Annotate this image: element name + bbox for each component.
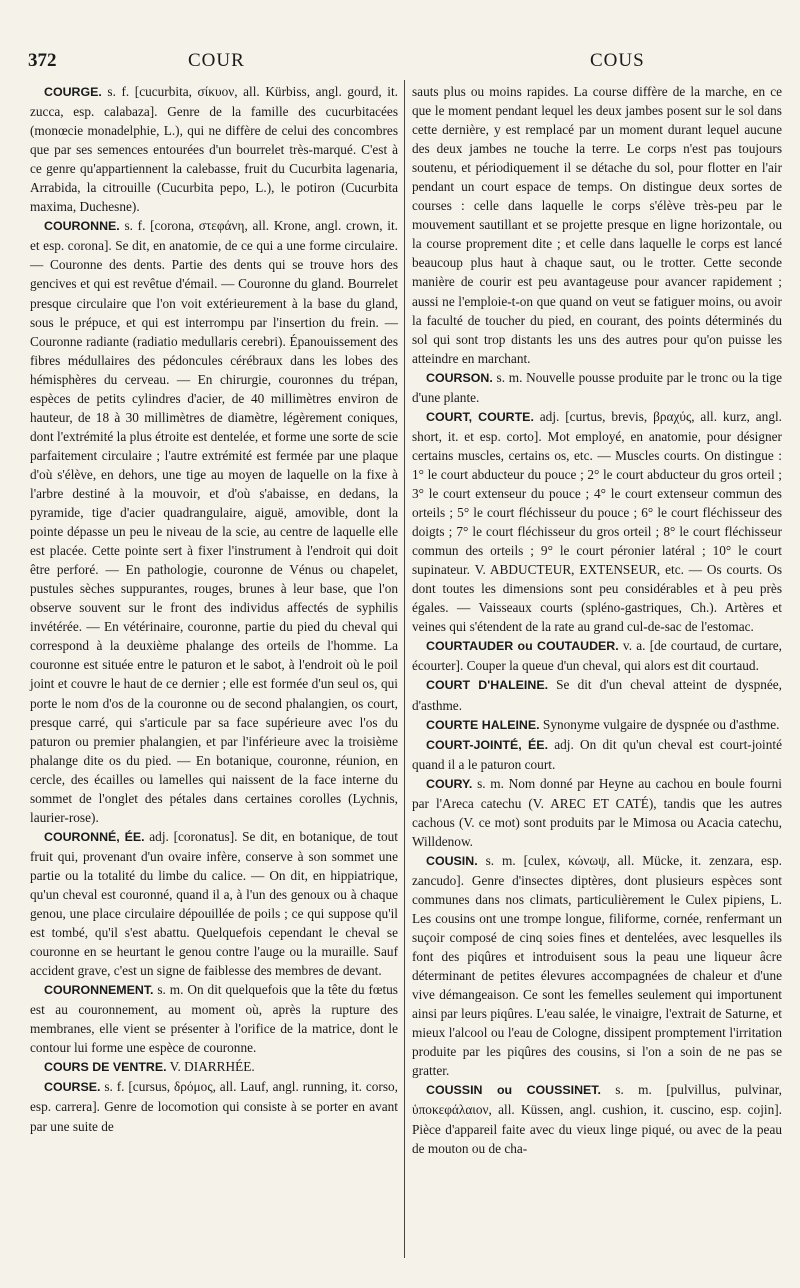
- entry-definition: s. m. [culex, κώνωψ, all. Mücke, it. zenzara, esp. zancudo]. Genre d'insectes diptères, dont plusieurs espèces sont communes dans nos climats, particulièrement le Culex pipiens, L. Les cousins ont une trompe longue, filiforme, cornée, renfermant un suçoir composé de cinq soies fines et dentelées, avec lesquelles ils font des piqûres et introduisent sous la peau une liqueur âcre déterminant de petites élevures accompagnées de chaleur et d'une vive démangeaison. Ce sont les femelles seulement qui importunent ainsi par leurs piqûres. L'eau salée, le vinaigre, l'extrait de Saturne, et mieux l'alcool ou l'eau de Cologne, dissipent promptement l'irritation produite par les piqûres des cousins, si l'on a soin de ne pas se gratter.: [412, 852, 782, 1079]
- running-head-right: COUS: [590, 50, 645, 71]
- entry-definition: Synonyme vulgaire de dyspnée ou d'asthme.: [539, 716, 780, 732]
- dictionary-entry: [412, 636, 782, 675]
- entry-continuation: [412, 82, 782, 368]
- entry-definition: s. m. On dit quelquefois que la tête du fœtus est au couronnement, au moment où, après la rupture des membranes, elle vient se présenter à l'orifice de la matrice, dont le contour lui forme une espèce de couronne.: [30, 982, 398, 1056]
- running-head-left: COUR: [188, 50, 245, 71]
- dictionary-entry: [30, 82, 398, 216]
- left-column: [30, 82, 398, 1136]
- dictionary-entry: [412, 1080, 782, 1157]
- entry-headword: COURONNEMENT.: [44, 983, 154, 998]
- entry-headword: COURT D'HALEINE.: [426, 678, 549, 693]
- dictionary-entry: [30, 1057, 398, 1077]
- entry-headword: COURTAUDER ou COUTAUDER.: [426, 639, 619, 654]
- entry-definition: s. m. Nom donné par Heyne au cachou en boule fourni par l'Areca catechu (V. AREC ET CATÉ), tandis que les autres cachous (V. ce mot) sont produits par le Mimosa ou Acacia catechu, Willdenow.: [412, 775, 782, 849]
- dictionary-entry: [412, 715, 782, 735]
- entry-headword: COURSON.: [426, 370, 493, 385]
- entry-definition: adj. [coronatus]. Se dit, en botanique, de tout fruit qui, provenant d'un ovaire infère, conserve à son sommet une partie ou la totalité du limbe du calice. — On dit, en hippiatrique, qu'un cheval est couronné, quand il a, à l'un des genoux ou à chaque genou, une place circulaire dépouillée de poils ; ce qui suppose qu'il est tombé, qu'il s'est abattu. Quelquefois cependant le cheval se couronne en se heurtant le genou contre l'auge ou la muraille. Sauf accident grave, c'est un signe de faiblesse des membres de devant.: [30, 828, 398, 979]
- entry-definition: V. DIARRHÉE.: [166, 1059, 255, 1075]
- entry-definition: s. f. [corona, στεφάνη, all. Krone, angl. crown, it. et esp. corona]. Se dit, en anatomie, de ce qui a une forme circulaire. — Couronne des dents. Partie des dents qui se trouve hors des gencives et qui est revêtue d'émail. — Couronne du gland. Bourrelet presque circulaire que l'on voit extérieurement à la base du gland, sous le prépuce, et qui est interrompu par l'insertion du frein. — Couronne radiante (radiatio medullaris cerebri). Épanouissement des fibres médullaires des pédoncules cérébraux dans les lobes des hémisphères du cerveau. — En chirurgie, couronnes du trépan, espèces de petits cylindres d'acier, de 40 millimètres environ de hauteur, de 18 à 30 millimètres de diamètre, légèrement coniques, dont l'extrémité la plus étroite est dentelée, et forme une sorte de scie parfaitement circulaire ; l'autre extrémité est fermée par une plaque d'où s'élève, en dehors, une tige au moyen de laquelle on la fixe à l'arbre destiné à la mouvoir, et d'où s'abaisse, en dedans, la pyramide, tige d'acier quadrangulaire, aiguë, amovible, dont la pointe dépasse un peu le niveau de la scie, au centre de laquelle elle est placée. Cette pointe sert à fixer l'instrument à l'endroit qui doit être perforé. — En pathologie, couronne de Vénus ou chapelet, pustules sèches suppurantes, rouges, brunes à leur base, que l'on observe souvent sur le front des individus affectés de syphilis invétérée. — En vétérinaire, couronne, partie du pied du cheval qui correspond à la deuxième phalange des orteils de l'homme. La couronne est située entre le paturon et le sabot, à l'endroit où le poil joint et couvre le haut de ce dernier ; elle est formée d'un seul os, qui porte le nom d'os de la couronne ou de second phalangien, os court, presque carré, qui s'articule par sa face supérieure avec l'os du paturon ou premier phalangien, et par l'inférieure avec la troisième phalange dite os du pied. — En botanique, couronne, réunion, en cercle, des écailles ou lamelles qui naissent de la face interne du sommet de l'onglet des pétales dans certaines corolles (Lychnis, laurier-rose).: [30, 218, 398, 825]
- dictionary-entry: [412, 675, 782, 714]
- dictionary-entry: [412, 774, 782, 851]
- entry-headword: COURT, COURTE.: [426, 409, 534, 424]
- dictionary-entry: [30, 1077, 398, 1135]
- dictionary-entry: [412, 368, 782, 407]
- entry-definition: v. a. [de courtaud, de curtare, écourter]. Couper la queue d'un cheval, qui alors est dit courtaud.: [412, 638, 782, 674]
- page-header: [28, 50, 780, 78]
- entry-headword: COURS DE VENTRE.: [44, 1060, 167, 1075]
- entry-headword: COUSSIN ou COUSSINET.: [426, 1083, 601, 1098]
- entry-headword: COURSE.: [44, 1080, 101, 1095]
- entry-definition: s. f. [cucurbita, σίκυον, all. Kürbiss, angl. gourd, it. zucca, esp. calabaza]. Genre de la famille des cucurbitacées (monœcie monadelphie, L.), qui ne diffère de celui des concombres que par ses semences entourées d'un bourrelet très-marqué. C'est à ce genre qu'appartiennent la calebasse, fruit du Cucurbita lagenaria, Arrabida, la citrouille (Cucurbita pepo, L.), le potiron (Cucurbita maxima, Duchesne).: [30, 84, 398, 215]
- entry-definition: s. f. [cursus, δρόμος, all. Lauf, angl. running, it. corso, esp. carrera]. Genre de locomotion qui consiste à se porter en avant par une suite de: [30, 1079, 398, 1134]
- entry-headword: COURT-JOINTÉ, ÉE.: [426, 737, 549, 752]
- dictionary-entry: [412, 407, 782, 637]
- entry-definition: sauts plus ou moins rapides. La course diffère de la marche, en ce que le moment pendant lequel les deux jambes posent sur le sol dans cette dernière, y est remplacé par un moment durant lequel aucune des deux jambes ne touche la terre. Le corps n'est pas toujours soutenu, et périodiquement il se détache du sol, pour flotter en l'air pendant un court espace de temps. On distingue deux sortes de courses : celle dans laquelle le corps s'élève très-peu par le mouvement sautillant et se projette presque en ligne horizontale, ou la course proprement dite ; et celle dans laquelle le corps est lancé beaucoup plus haut à chaque saut, ou le trotter. Cette seconde manière de courir est peu avantageuse pour avancer rapidement ; aussi ne l'emploie-t-on que quand on veut se fatiguer moins, ou avoir la faculté de toucher du pied, en courant, des points déterminés du sol qui sont trop distants les uns des autres pour qu'on puisse les atteindre en marchant.: [412, 84, 782, 366]
- entry-headword: COURONNE.: [44, 219, 120, 234]
- entry-definition: s. m. [pulvillus, pulvinar, ὑποκεφάλαιον, all. Küssen, angl. cushion, it. cuscino, esp. cojin]. Pièce d'appareil faite avec du vieux linge piqué, ou avec de la peau de mouton ou de cha-: [412, 1082, 782, 1156]
- right-column: [412, 82, 782, 1158]
- entry-definition: adj. [curtus, brevis, βραχύς, all. kurz, angl. short, it. et esp. corto]. Mot employé, en anatomie, pour désigner certains muscles, certains os, etc. — Muscles courts. On distingue : 1° le court abducteur du pouce ; 2° le court abducteur du gros orteil ; 3° le court extenseur du pouce ; 4° le court extenseur commun des orteils ; 5° le court fléchisseur du pouce ; 6° le court fléchisseur des doigts ; 7° le court fléchisseur du gros orteil ; 8° le court fléchisseur commun des orteils ; 9° le court péronier latéral ; 10° le court supinateur. V. ABDUCTEUR, EXTENSEUR, etc. — Os courts. Os dont toutes les dimensions sont peu considérables et à peu près égales. — Vaisseaux courts (spléno-gastriques, Ch.). Artères et veines qui s'étendent de la rate au grand cul-de-sac de l'estomac.: [412, 408, 782, 635]
- entry-headword: COURGE.: [44, 85, 102, 99]
- entry-definition: adj. On dit qu'un cheval est court-jointé quand il a le paturon court.: [412, 736, 782, 772]
- dictionary-entry: [30, 980, 398, 1057]
- entry-definition: Se dit d'un cheval atteint de dyspnée, d'asthme.: [412, 677, 782, 713]
- entry-headword: COURONNÉ, ÉE.: [44, 829, 145, 844]
- page-number: 372: [28, 50, 57, 71]
- entry-definition: s. m. Nouvelle pousse produite par le tronc ou la tige d'une plante.: [412, 369, 782, 405]
- entry-headword: COURY.: [426, 776, 473, 791]
- dictionary-entry: [412, 735, 782, 774]
- entry-headword: COUSIN.: [426, 853, 478, 868]
- dictionary-entry: [30, 827, 398, 980]
- entry-headword: COURTE HALEINE.: [426, 717, 540, 732]
- dictionary-entry: [30, 216, 398, 827]
- dictionary-entry: [412, 851, 782, 1081]
- column-divider: [404, 80, 405, 1258]
